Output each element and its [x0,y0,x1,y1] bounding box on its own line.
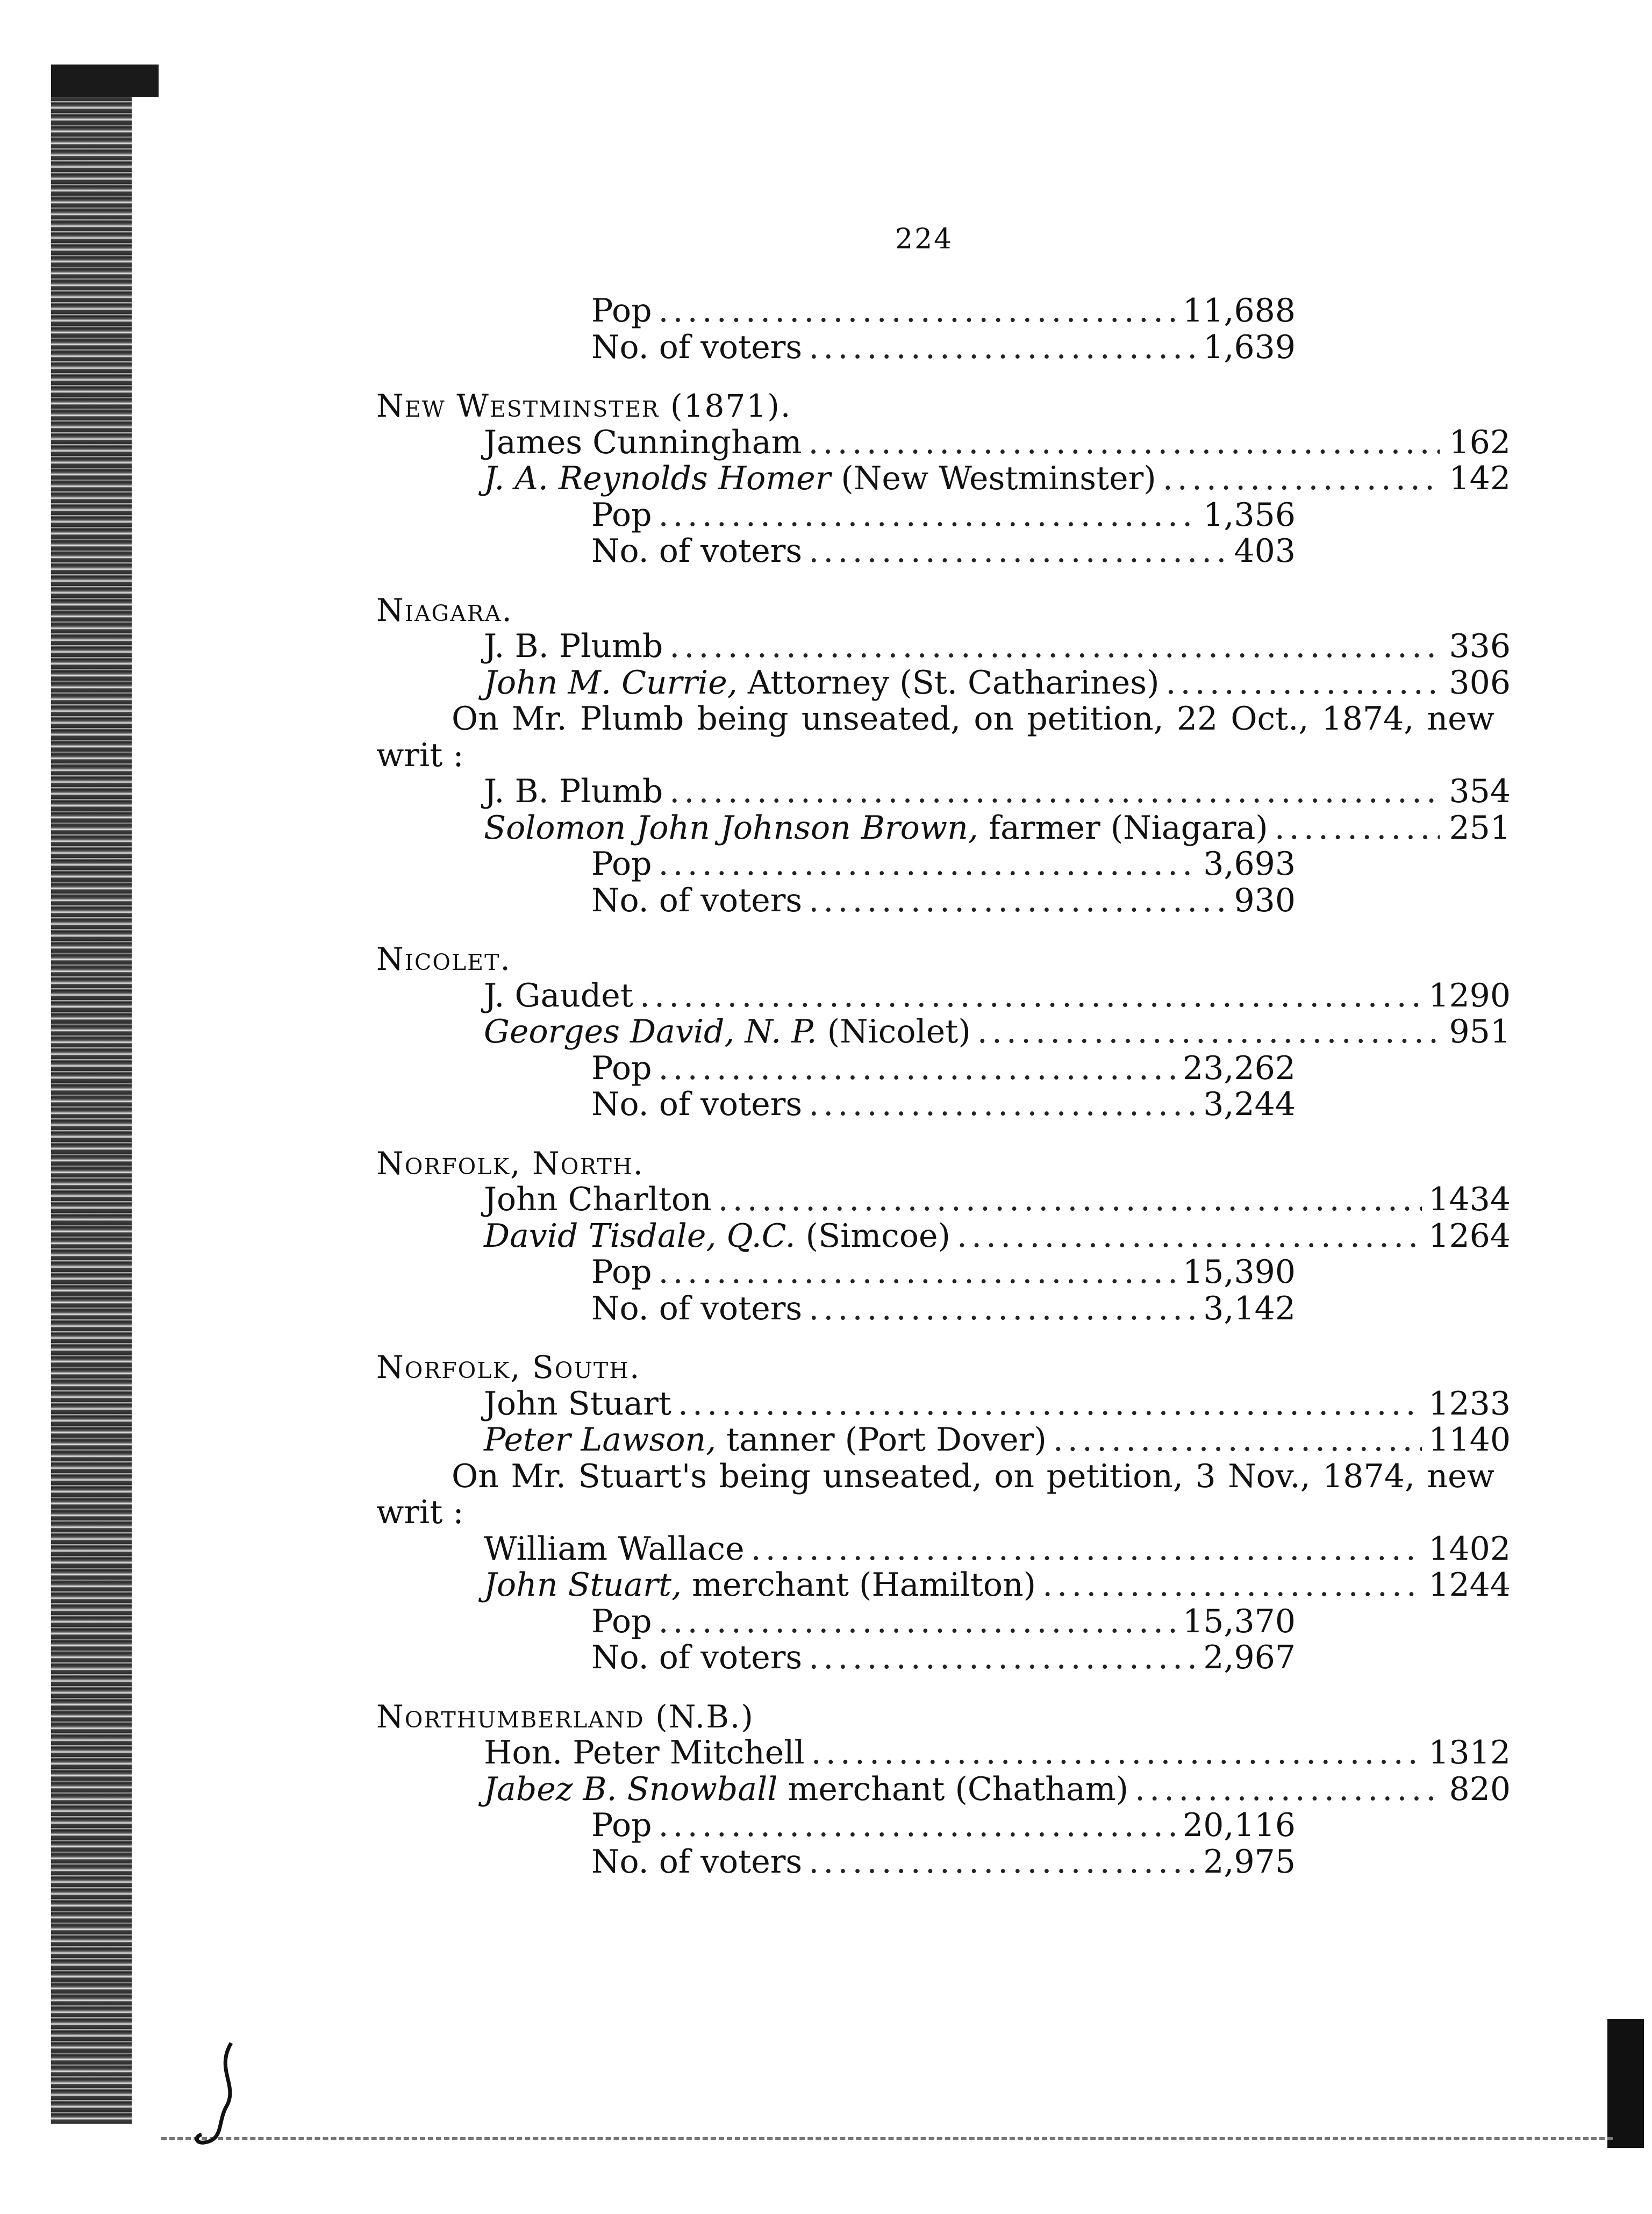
scan-edge-mark [1607,2019,1644,2148]
candidate-row-name: James Cunningham [484,423,802,461]
voters-row-name: No. of voters [591,1289,803,1327]
pop-row-name: Pop [591,1806,652,1844]
riding-section [376,1699,1511,1881]
candidate-row-value: 951 [1449,1013,1511,1051]
riding-heading: Niagara. [376,591,513,629]
voters-value: 1,639 [1203,328,1296,366]
pop-row-value: 1,356 [1203,496,1296,534]
pop-row-value: 20,116 [1183,1806,1296,1844]
candidate-row-name: Solomon John Johnson Brown, [484,809,978,847]
candidate-row-value: 1290 [1428,976,1511,1015]
voters-row-value: 930 [1234,881,1296,919]
pop-row-name: Pop [591,1602,652,1640]
candidate-row-value: 1140 [1428,1421,1511,1459]
candidate-row-detail: (Nicolet) [817,1013,971,1051]
voters-row-value: 403 [1234,532,1296,570]
continued-stats [376,293,1511,366]
pop-label: Pop [591,292,652,330]
page-binding-shadow [51,65,132,2124]
candidate-row-name: J. Gaudet [484,976,633,1015]
pop-row [376,497,1296,534]
pop-row [376,1051,1296,1087]
pop-row [376,1254,1296,1291]
riding-section [376,592,1511,919]
candidate-row [376,1014,1511,1051]
candidate-row [376,1422,1511,1459]
candidate-row-name: J. B. Plumb [484,627,663,665]
candidate-row-detail: merchant (Chatham) [777,1770,1129,1808]
voters-row-value: 3,244 [1203,1085,1296,1123]
candidate-row-value: 1233 [1428,1384,1511,1423]
riding-section [376,1146,1511,1327]
voters-row [376,1640,1296,1676]
voters-row-value: 2,975 [1203,1842,1296,1881]
candidate-row [376,978,1511,1015]
riding-section [376,388,1511,570]
pop-row-name: Pop [591,1049,652,1087]
candidate-row-value: 1434 [1428,1181,1511,1218]
candidate-row-value: 306 [1449,663,1511,702]
candidate-row [376,1735,1511,1772]
pop-row [376,1808,1296,1844]
candidate-row [376,1218,1511,1255]
candidate-row-value: 162 [1449,423,1511,461]
voters-row-name: No. of voters [591,881,803,919]
ridings-list [376,388,1511,1880]
riding-heading: Northumberland (N.B.) [376,1698,754,1735]
page-bottom-edge [161,2137,1613,2140]
pop-row-value: 15,390 [1183,1253,1296,1291]
page-binding-corner [51,65,159,97]
candidate-row-detail: (New Westminster) [831,460,1156,497]
voters-row [376,533,1296,570]
candidate-row [376,1386,1511,1423]
candidate-row-detail: tanner (Port Dover) [716,1421,1047,1459]
candidate-row-value: 820 [1449,1770,1511,1808]
riding-section [376,1349,1511,1676]
candidate-row [376,1182,1511,1218]
candidate-row-value: 354 [1449,773,1511,810]
voters-row-name: No. of voters [591,1639,803,1676]
candidate-row-name: J. A. Reynolds Homer [484,460,831,497]
candidate-row-name: J. B. Plumb [484,773,663,810]
petition-note: On Mr. Plumb being unseated, on petition, 22 Oct., 1874, new writ : [376,700,1494,774]
pop-row-value: 23,262 [1183,1049,1296,1087]
candidate-row-detail: farmer (Niagara) [978,809,1268,847]
pop-row-name: Pop [591,1253,652,1291]
candidate-row [376,425,1511,461]
candidate-row [376,1531,1511,1568]
candidate-row [376,629,1511,665]
riding-section [376,941,1511,1123]
voters-row-name: No. of voters [591,532,803,570]
candidate-row-name: David Tisdale, Q.C. [484,1217,796,1255]
candidate-row-name: Peter Lawson, [484,1421,717,1459]
candidate-row-name: John Charlton [484,1181,712,1218]
candidate-row-name: Georges David, N. P. [484,1013,817,1051]
candidate-row-value: 1402 [1428,1530,1511,1568]
candidate-row [376,810,1511,847]
pop-row-name: Pop [591,496,652,534]
pop-row-value: 15,370 [1183,1602,1296,1640]
candidate-row [376,461,1511,497]
voters-row [376,883,1296,919]
pencil-mark-icon [194,2038,253,2151]
candidate-row [376,1772,1511,1808]
candidate-row-name: John Stuart [484,1384,671,1423]
pop-row-name: Pop [591,845,652,883]
candidate-row-value: 336 [1449,627,1511,665]
candidate-row [376,774,1511,810]
page-number: 224 [895,223,954,255]
riding-heading: Nicolet. [376,941,511,977]
candidate-row-detail: merchant (Hamilton) [682,1566,1036,1604]
candidate-row-value: 1264 [1428,1217,1511,1255]
page-body [376,293,1511,1903]
candidate-row-detail: Attorney (St. Catharines) [737,663,1160,702]
candidate-row-value: 1312 [1428,1734,1511,1772]
voters-row [376,1087,1296,1123]
voters-row-name: No. of voters [591,1842,803,1881]
riding-heading: New Westminster (1871). [376,388,792,424]
riding-heading: Norfolk, South. [376,1349,641,1385]
candidate-row-value: 251 [1449,809,1511,847]
candidate-row-name: Hon. Peter Mitchell [484,1734,805,1772]
candidate-row-name: John Stuart, [484,1566,682,1604]
pop-value: 11,688 [1183,292,1296,330]
voters-row-value: 3,142 [1203,1289,1296,1327]
candidate-row-name: William Wallace [484,1530,745,1568]
candidate-row-value: 142 [1449,460,1511,497]
pop-row [376,846,1296,883]
candidate-row [376,1567,1511,1604]
voters-row-name: No. of voters [591,1085,803,1123]
candidate-row-value: 1244 [1428,1566,1511,1604]
voters-row-value: 2,967 [1203,1639,1296,1676]
candidate-row-name: Jabez B. Snowball [484,1770,778,1808]
candidate-row [376,665,1511,702]
pop-row [376,1604,1296,1640]
candidate-row-name: John M. Currie, [484,663,738,702]
pop-row-value: 3,693 [1203,845,1296,883]
petition-note: On Mr. Stuart's being unseated, on petition, 3 Nov., 1874, new writ : [376,1457,1494,1531]
pop-row [376,293,1296,330]
riding-heading: Norfolk, North. [376,1145,645,1182]
voters-row [376,330,1296,366]
candidate-row-detail: (Simcoe) [795,1217,950,1255]
voters-label: No. of voters [591,328,803,366]
voters-row [376,1291,1296,1327]
voters-row [376,1844,1296,1881]
